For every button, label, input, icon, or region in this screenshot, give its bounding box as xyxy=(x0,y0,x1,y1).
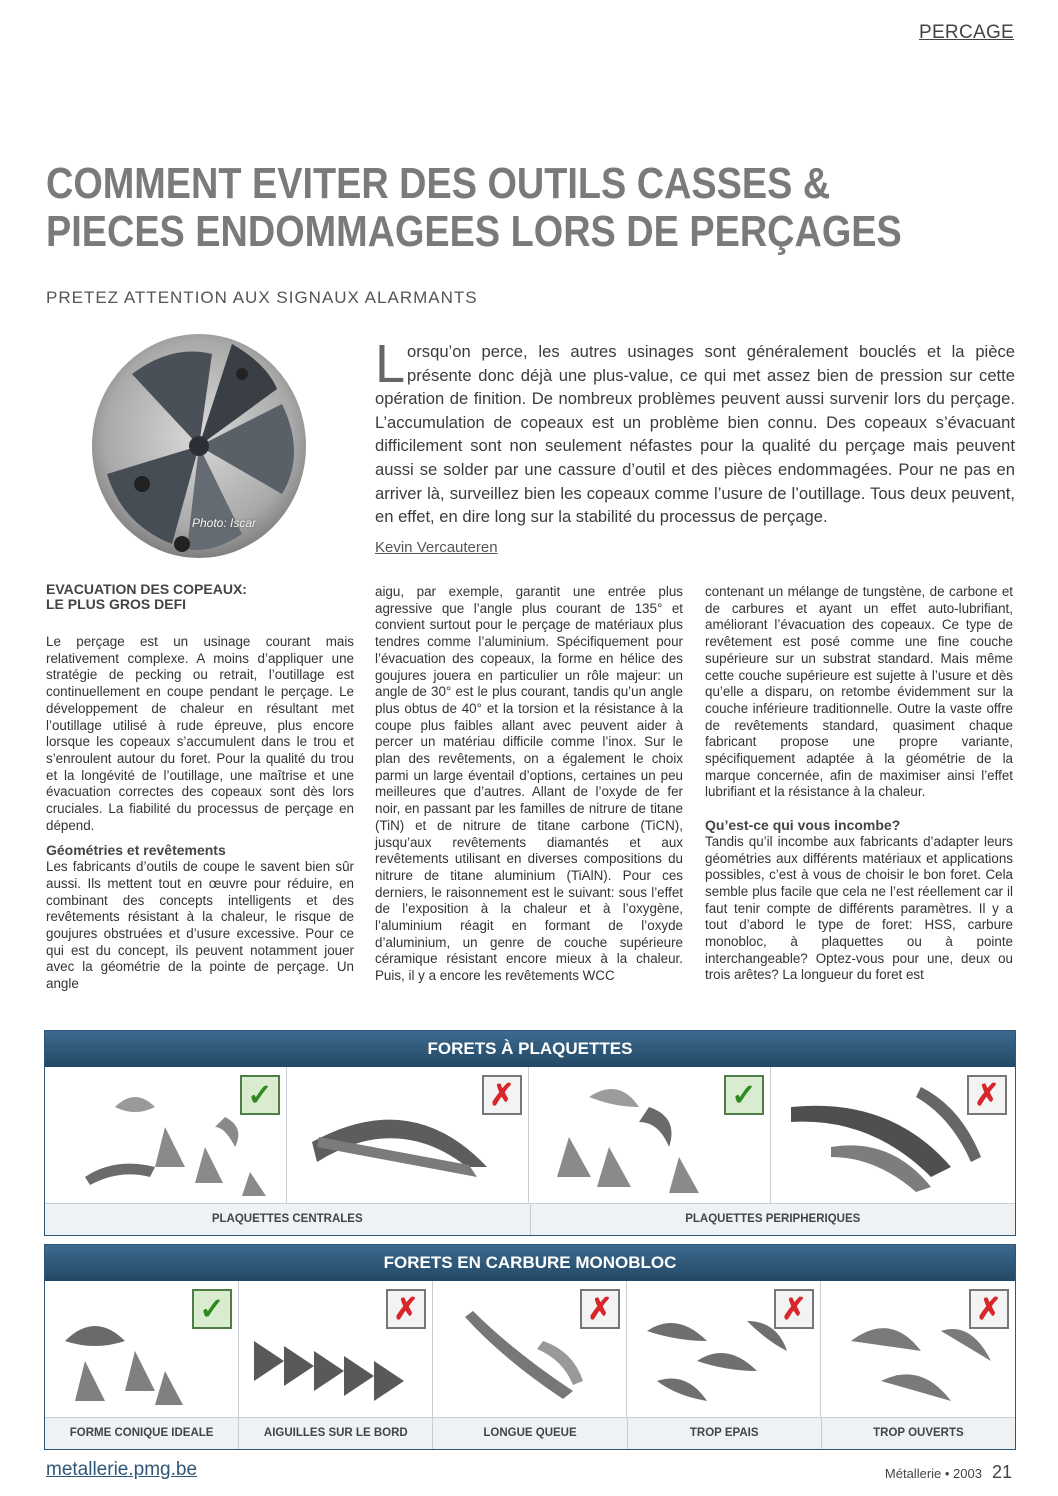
cross-icon: ✗ xyxy=(482,1075,522,1115)
panel-insert-drills xyxy=(44,1030,1016,1236)
dropcap: L xyxy=(375,334,406,394)
panel-carbide-drills xyxy=(44,1244,1016,1450)
section-heading-2: LE PLUS GROS DEFI xyxy=(46,596,187,612)
issue-label: Métallerie • 2003 xyxy=(884,1466,982,1481)
paragraph: Les fabricants d’outils de coupe le savent bien sûr aussi. Ils mettent tout en œuvre pour réduire, en combinant des concepts intelligents et des revêtements résistant à la chaleur, le risque de goujures obstruées et d’usure excessive. Pour ce qui est du concept, ils peuvent notamment jouer avec la géométrie de la pointe de perçage. Un angle xyxy=(46,859,354,992)
paragraph: aigu, par exemple, garantit une entrée plus agressive que l’angle plus courant de 135° et convient surtout pour le perçage de matériaux plus tendres comme l’aluminium. Spécifiquement pour l’évacuation des copeaux, la forme en hélice des goujures jouera en particulier un rôle majeur: un angle de 30° est le plus courant, tandis qu’un angle plus obtus de 40° et la torsion et la résistance à la coupe plus faibles allant avec peuvent aider à percer un matériau difficile comme l’inox. Sur le plan des revêtements, on a également le choix parmi un large éventail d’options, certaines un peu meilleures que d’autres. Allant de l’oxyde de fer noir, en passant par les familles de nitrure de titane (TiN) et de nitrure de titane carbone (TiCN), jusqu’aux revêtements diamantés et aux revêtements utilisant en diverses compositions du nitrure de titane aluminium (TiAlN). Pour ces derniers, le raisonnement est le suivant: sous l’effet de l’exposition à la chaleur et à l’oxygène, l’aluminium réagit en formant de l’oxyde d’aluminium, un genre de couche supérieure céramique résistant encore mieux à la chaleur. Puis, il y a encore les revêtements WCC xyxy=(375,584,683,984)
cross-icon: ✗ xyxy=(967,1075,1007,1115)
title-line-2: PIECES ENDOMMAGEES LORS DE PERÇAGES xyxy=(46,207,902,256)
article-title xyxy=(46,159,902,256)
label-too-open: TROP OUVERTS xyxy=(873,1427,964,1439)
subheading: Qu’est-ce qui vous incombe? xyxy=(705,817,901,834)
chip-image xyxy=(529,1067,771,1203)
chip-image xyxy=(771,1067,1013,1203)
chip-image xyxy=(821,1281,1015,1417)
chip-image xyxy=(45,1281,239,1417)
panel-title: FORETS À PLAQUETTES xyxy=(45,1031,1015,1067)
chip-image xyxy=(433,1281,627,1417)
subheading: Géométries et revêtements xyxy=(46,842,226,859)
section-tag: PERCAGE xyxy=(918,22,1014,43)
page-number: 21 xyxy=(991,1462,1012,1482)
cross-icon: ✗ xyxy=(774,1289,814,1329)
paragraph: contenant un mélange de tungstène, de carbone et de carbures et ayant un effet auto-lubrifiant, améliorant l’évacuation des copeaux. Ce type de revêtement est posé comme une fine couche supérieure sur un substrat standard. Mais même cette couche supérieure est sujette à l’usure et dès qu’elle a disparu, on retombe évidemment sur la couche inférieure traditionnelle. Outre la vaste offre de revêtements standard, quasiment chaque fabricant propose une propre variante, spécifiquement adaptée à la géométrie de la marque concernée, afin de maximiser ainsi l’effet lubrifiant et la résistance à la chaleur. xyxy=(705,584,1013,800)
column-2 xyxy=(375,584,683,993)
title-line-1: COMMENT EVITER DES OUTILS CASSES & xyxy=(46,159,831,208)
paragraph: Tandis qu’il incombe aux fabricants d’adapter leurs géométries aux différents matériaux et applications possibles, c’est à vous de choisir le bon foret. Cela semble plus facile que cela ne l’est réellement car il faut tenir compte de différents paramètres. Il y a tout d’abord le type de foret: HSS, carbure monobloc, à plaquettes ou à pointe interchangeable? Optez-vous pour une, deux ou trois arêtes? La longueur du foret est xyxy=(705,833,1013,983)
check-icon: ✓ xyxy=(192,1289,232,1329)
chip-image xyxy=(287,1067,529,1203)
column-3 xyxy=(705,584,1013,992)
label-long-tail: LONGUE QUEUE xyxy=(433,1418,627,1449)
article-subtitle: PRETEZ ATTENTION AUX SIGNAUX ALARMANTS xyxy=(46,288,478,307)
intro-text: orsqu’on perce, les autres usinages sont généralement bouclés et la pièce présente donc déjà une plus-value, ce qui met assez bien de pression sur cette opération de finition. De nombreux problèmes peuvent aussi survenir lors du perçage. L’accumulation de copeaux est un problème bien connu. Des copeaux s’évacuant difficilement sont non seulement néfastes pour la qualité du perçage mais peuvent aussi se solder par une cassure d’outil et des pièces endommagées. Pour ne pas en arriver là, surveillez bien les copeaux comme l’usure de l’outillage. Tous deux peuvent, en effet, en dire long sur la stabilité du processus de perçage. xyxy=(375,342,1015,527)
chip-image xyxy=(627,1281,821,1417)
label-peripheral-inserts: PLAQUETTES PERIPHERIQUES xyxy=(685,1213,861,1225)
website-link[interactable]: metallerie.pmg.be xyxy=(46,1459,198,1480)
paragraph: Le perçage est un usinage courant mais relativement complexe. A moins d’appliquer une stratégie de pecking ou retrait, l’outillage est continuellement en coupe pendant le perçage. Le développement de chaleur en résultant met l’outillage utilisé à rude épreuve, plus encore lorsque les copeaux s’accumulent dans le trou et s’enroulent autour du foret. Pour la qualité du trou et la longévité de l’outillage, une maîtrise et une évacuation correctes des copeaux sont dès lors cruciales. La fiabilité du processus de perçage en dépend. xyxy=(46,634,354,833)
section-heading: EVACUATION DES COPEAUX: xyxy=(46,581,247,597)
label-needles-edge: AIGUILLES SUR LE BORD xyxy=(239,1418,433,1449)
check-icon: ✓ xyxy=(240,1075,280,1115)
chip-image xyxy=(239,1281,433,1417)
label-ideal-cone: FORME CONIQUE IDEALE xyxy=(45,1418,239,1449)
check-icon: ✓ xyxy=(724,1075,764,1115)
intro-paragraph xyxy=(375,334,1015,529)
footer-issue xyxy=(885,1462,1012,1483)
label-central-inserts: PLAQUETTES CENTRALES xyxy=(45,1204,531,1235)
cross-icon: ✗ xyxy=(386,1289,426,1329)
label-too-thick: TROP EPAIS xyxy=(628,1418,822,1449)
column-1 xyxy=(46,582,354,1001)
cross-icon: ✗ xyxy=(969,1289,1009,1329)
photo-credit: Photo: Iscar xyxy=(192,516,257,530)
author-link[interactable]: Kevin Vercauteren xyxy=(375,539,498,556)
cross-icon: ✗ xyxy=(580,1289,620,1329)
panel-title: FORETS EN CARBURE MONOBLOC xyxy=(45,1245,1015,1281)
chip-image xyxy=(45,1067,287,1203)
